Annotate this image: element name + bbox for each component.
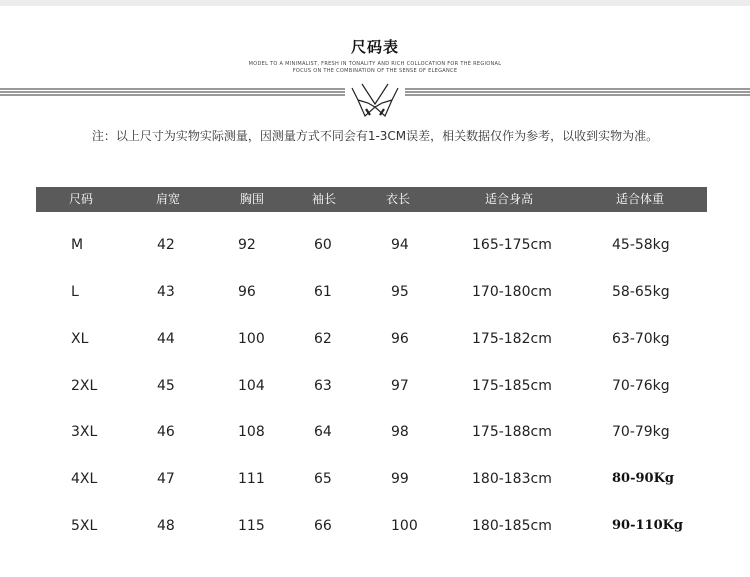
page-title: 尺码表 xyxy=(350,38,399,56)
table-row xyxy=(0,331,750,361)
cell-sleeve: 64 xyxy=(314,424,332,440)
cell-size: 5XL xyxy=(71,518,98,534)
header-weight: 适合体重 xyxy=(615,192,665,206)
cell-shoulder: 44 xyxy=(157,331,175,347)
table-row xyxy=(0,378,750,408)
cell-chest: 96 xyxy=(238,284,256,300)
cell-shoulder: 42 xyxy=(157,237,175,253)
cell-size: XL xyxy=(71,331,89,347)
cell-size: 4XL xyxy=(71,471,98,487)
cell-weight: 63-70kg xyxy=(612,331,670,347)
cell-height: 175-185cm xyxy=(472,378,552,394)
cell-length: 95 xyxy=(391,284,409,300)
cell-sleeve: 61 xyxy=(314,284,332,300)
cell-height: 170-180cm xyxy=(472,284,552,300)
divider-lines-left xyxy=(0,89,345,95)
cell-weight: 80-90Kg xyxy=(612,471,674,486)
cell-weight: 90-110Kg xyxy=(612,518,684,533)
cell-sleeve: 66 xyxy=(314,518,332,534)
cell-size: 3XL xyxy=(71,424,98,440)
cell-weight: 58-65kg xyxy=(612,284,670,300)
tagline-line-2: FOCUS ON THE COMBINATION OF THE SENSE OF ELEGANCE xyxy=(292,68,458,74)
cell-height: 175-182cm xyxy=(472,331,552,347)
cell-length: 96 xyxy=(391,331,409,347)
header-shoulder: 肩宽 xyxy=(155,192,181,206)
cell-shoulder: 45 xyxy=(157,378,175,394)
cell-weight: 70-76kg xyxy=(612,378,670,394)
cell-chest: 108 xyxy=(238,424,265,440)
shirt-collar-icon xyxy=(352,84,398,116)
cell-shoulder: 43 xyxy=(157,284,175,300)
cell-length: 100 xyxy=(391,518,418,534)
cell-size: 2XL xyxy=(71,378,98,394)
cell-sleeve: 60 xyxy=(314,237,332,253)
size-table-header xyxy=(36,187,707,212)
tagline-line-1: MODEL TO A MINIMALIST, FRESH IN TONALITY AND RICH COLLOCATION FOR THE REGIONAL xyxy=(248,61,502,67)
cell-size: M xyxy=(71,237,84,253)
cell-sleeve: 65 xyxy=(314,471,332,487)
divider-lines-right xyxy=(405,89,750,95)
cell-length: 97 xyxy=(391,378,409,394)
table-row xyxy=(0,471,750,501)
cell-chest: 92 xyxy=(238,237,256,253)
header-divider xyxy=(0,76,750,120)
table-row xyxy=(0,284,750,314)
cell-length: 94 xyxy=(391,237,409,253)
cell-chest: 104 xyxy=(238,378,265,394)
cell-chest: 100 xyxy=(238,331,265,347)
measurement-note: 注：以上尺寸为实物实际测量，因测量方式不同会有1-3CM误差，相关数据仅作为参考，以收到实物为准。 xyxy=(91,129,659,143)
cell-chest: 115 xyxy=(238,518,265,534)
header-chest: 胸围 xyxy=(239,192,265,206)
top-strip xyxy=(0,0,750,6)
header-sleeve: 袖长 xyxy=(311,192,337,206)
table-row xyxy=(0,237,750,267)
cell-chest: 111 xyxy=(238,471,265,487)
table-row xyxy=(0,518,750,548)
cell-height: 180-185cm xyxy=(472,518,552,534)
cell-weight: 70-79kg xyxy=(612,424,670,440)
header-height: 适合身高 xyxy=(484,192,534,206)
cell-weight: 45-58kg xyxy=(612,237,670,253)
cell-length: 98 xyxy=(391,424,409,440)
cell-size: L xyxy=(71,284,79,300)
cell-sleeve: 62 xyxy=(314,331,332,347)
cell-shoulder: 47 xyxy=(157,471,175,487)
header-size: 尺码 xyxy=(68,192,94,206)
cell-height: 180-183cm xyxy=(472,471,552,487)
cell-sleeve: 63 xyxy=(314,378,332,394)
cell-length: 99 xyxy=(391,471,409,487)
header-length: 衣长 xyxy=(385,192,411,206)
cell-shoulder: 46 xyxy=(157,424,175,440)
cell-shoulder: 48 xyxy=(157,518,175,534)
cell-height: 165-175cm xyxy=(472,237,552,253)
cell-height: 175-188cm xyxy=(472,424,552,440)
table-row xyxy=(0,424,750,454)
